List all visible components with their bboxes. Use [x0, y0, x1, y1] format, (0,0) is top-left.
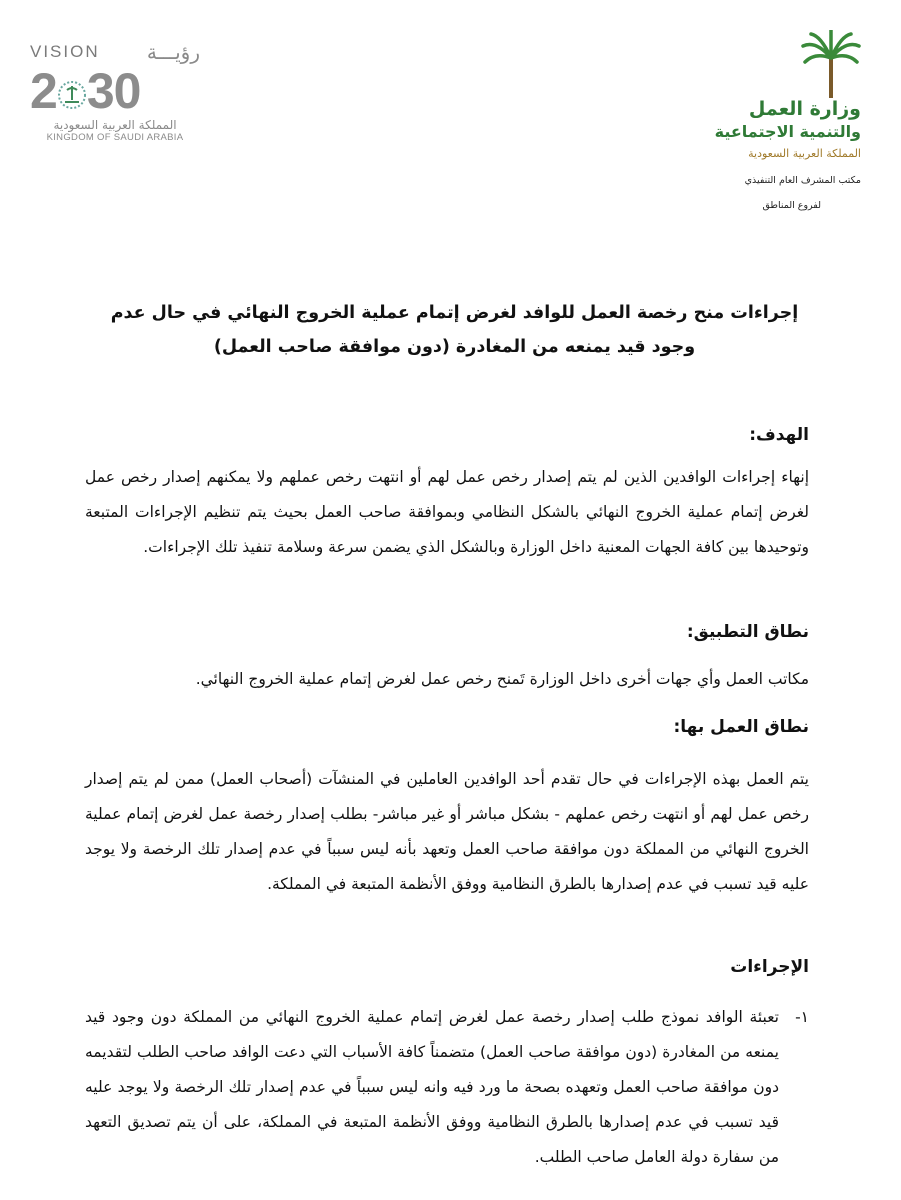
- ministry-name-line1: وزارة العمل: [748, 98, 861, 120]
- vision-2030-logo: [30, 40, 200, 143]
- procedure-text: تعبئة الوافد نموذج طلب إصدار رخصة عمل لغرض إتمام عملية الخروج النهائي من المملكة دون وجود قيد يمنعه من المغادرة (دون موافقة صاحب العمل) متضمناً كافة الأسباب التي دعت الوافد صاحب الطلب لتقديمه دون موافقة صاحب العمل وتعهده بصحة ما ورد فيه وانه ليس سبباً في عدم إصدار تلك الرخصة ولا يوجد عليه قيد تسبب في عدم إصدارها بالطرق النظامية ووفق الأنظمة المتبعة في المملكة، على أن يتم تصديق التعهد من سفارة دولة العامل صاحب الطلب.: [85, 1008, 779, 1166]
- vision-label-en: VISION: [30, 42, 100, 61]
- document-title: إجراءات منح رخصة العمل للوافد لغرض إتمام عملية الخروج النهائي في حال عدم وجود قيد يمنعه من المغادرة (دون موافقة صاحب العمل): [110, 303, 799, 357]
- vision-kingdom-ar: المملكة العربية السعودية: [53, 118, 177, 132]
- scope-heading: نطاق التطبيق:: [686, 622, 809, 642]
- goal-heading: الهدف:: [749, 425, 809, 445]
- goal-text: إنهاء إجراءات الوافدين الذين لم يتم إصدار رخص عمل لهم أو انتهت رخص عملهم ولا يمكنهم إصدار رخص عمل لغرض إتمام عملية الخروج النهائي بالشكل النظامي وبموافقة صاحب العمل بحيث يتم تنظيم الإجراءات المتبعة وتوحيدها بين كافة الجهات المعنية داخل الوزارة وبالشكل الذي يضمن سرعة وسلامة تنفيذ تلك الإجراءات.: [85, 468, 809, 556]
- procedures-heading: الإجراءات: [730, 957, 809, 977]
- ministry-name-line2: والتنمية الاجتماعية: [714, 122, 861, 141]
- ministry-kingdom: المملكة العربية السعودية: [748, 147, 861, 160]
- procedure-item: [85, 1000, 809, 1175]
- ministry-branch: لفروع المناطق: [762, 200, 821, 211]
- palm-swords-emblem-icon: [57, 80, 87, 110]
- vision-year-left: 2: [30, 63, 57, 119]
- vision-kingdom-en: KINGDOM OF SAUDI ARABIA: [46, 132, 184, 143]
- vision-year-right: 30: [86, 63, 141, 119]
- procedure-number: ١-: [795, 1008, 809, 1026]
- vision-year: [30, 63, 200, 119]
- ministry-office: مكتب المشرف العام التنفيذي: [744, 175, 861, 186]
- work-scope-text: يتم العمل بهذه الإجراءات في حال تقدم أحد الوافدين العاملين في المنشآت (أصحاب العمل) ممن لم يتم إصدار رخص عمل لهم أو انتهت رخص عملهم - بشكل مباشر أو غير مباشر- بطلب إصدار رخصة عمل لغرض إتمام عملية الخروج النهائي من المملكة دون موافقة صاحب العمل وتعهد بأنه ليس سبباً في عدم إصدار تلك الرخصة ولا يوجد عليه قيد تسبب في عدم إصدارها بالطرق النظامية ووفق الأنظمة المتبعة في المملكة.: [85, 770, 809, 893]
- palm-tree-icon: [801, 30, 861, 100]
- work-scope-heading: نطاق العمل بها:: [673, 717, 809, 737]
- scope-text: مكاتب العمل وأي جهات أخرى داخل الوزارة تَمنح رخص عمل لغرض إتمام عملية الخروج النهائي.: [195, 670, 809, 688]
- vision-label-ar: رؤيـــة: [146, 40, 200, 64]
- ministry-logo: [701, 30, 861, 220]
